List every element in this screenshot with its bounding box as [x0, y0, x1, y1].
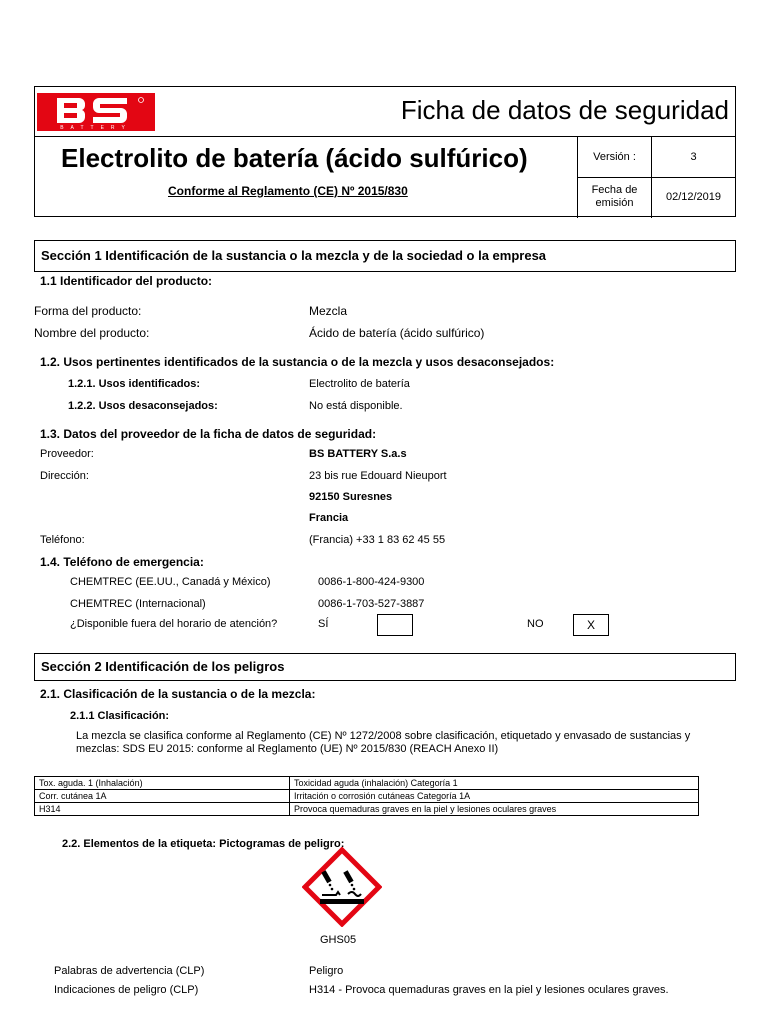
uses-advised-against-label: 1.2.2. Usos desaconsejados:	[68, 400, 218, 412]
product-form-value: Mezcla	[309, 304, 348, 318]
availability-question: ¿Disponible fuera del horario de atención?	[70, 618, 278, 630]
table-row	[35, 777, 699, 790]
version-label: Versión :	[593, 151, 636, 163]
address-line-2: 92150 Suresnes	[309, 491, 393, 503]
yes-checkbox	[377, 614, 413, 636]
signal-word-label: Palabras de advertencia (CLP)	[54, 965, 205, 977]
regulation-line: Conforme al Reglamento (CE) Nº 2015/830	[168, 184, 408, 198]
section-1-heading: Sección 1 Identificación de la sustancia o la mezcla y de la sociedad o la empresa	[34, 240, 736, 272]
subsection-2-1-1: 2.1.1 Clasificación:	[70, 710, 170, 722]
subsection-2-2: 2.2. Elementos de la etiqueta: Pictogramas de peligro:	[62, 838, 345, 850]
product-name-value: Ácido de batería (ácido sulfúrico)	[309, 326, 485, 340]
product-name-label: Nombre del producto:	[34, 326, 150, 340]
document-title: Ficha de datos de seguridad	[400, 95, 729, 125]
signal-word-value: Peligro	[309, 965, 344, 977]
uses-identified-label: 1.2.1. Usos identificados:	[68, 378, 201, 390]
document-header	[34, 86, 736, 217]
chemtrec-us-label: CHEMTREC (EE.UU., Canadá y México)	[70, 576, 271, 588]
table-cell: Toxicidad aguda (inhalación) Categoría 1	[290, 777, 699, 790]
hazard-statement-label: Indicaciones de peligro (CLP)	[54, 984, 199, 996]
no-checkbox: X	[573, 614, 609, 636]
issue-date-value: 02/12/2019	[665, 191, 722, 203]
table-cell: Irritación o corrosión cutáneas Categoría 1A	[290, 790, 699, 803]
uses-advised-against-value: No está disponible.	[309, 400, 403, 412]
corrosion-icon	[302, 847, 382, 927]
product-form-label: Forma del producto:	[34, 304, 142, 318]
address-line-3: Francia	[309, 512, 349, 524]
uses-identified-value: Electrolito de batería	[309, 378, 410, 390]
supplier-label: Proveedor:	[40, 448, 94, 460]
no-label: NO	[527, 618, 544, 630]
table-cell: Provoca quemaduras graves en la piel y lesiones oculares graves	[290, 803, 699, 816]
table-cell: H314	[35, 803, 290, 816]
chemtrec-intl-value: 0086-1-703-527-3887	[318, 598, 425, 610]
subsection-1-1: 1.1 Identificador del producto:	[40, 274, 213, 288]
header-top-row	[35, 87, 735, 137]
chemtrec-us-value: 0086-1-800-424-9300	[318, 576, 425, 588]
version-value: 3	[690, 151, 697, 163]
table-cell: Corr. cutánea 1A	[35, 790, 290, 803]
issue-date-label: Fecha de emisión	[591, 184, 638, 209]
address-line-1: 23 bis rue Edouard Nieuport	[309, 470, 447, 482]
hazard-statement-value: H314 - Provoca quemaduras graves en la piel y lesiones oculares graves.	[309, 984, 669, 996]
table-cell: Tox. aguda. 1 (Inhalación)	[35, 777, 290, 790]
section-2-heading: Sección 2 Identificación de los peligros	[34, 653, 736, 681]
classification-paragraph: La mezcla se clasifica conforme al Reglamento (CE) Nº 1272/2008 sobre clasificación, etiquetado y envasado de sustancias y mezclas: SDS EU 2015: conforme al Reglamento (UE) Nº 2015/830 (REACH Anexo II)	[76, 730, 691, 755]
pictogram-code: GHS05	[320, 934, 357, 946]
yes-label: SÍ	[318, 618, 329, 630]
subsection-1-4: 1.4. Teléfono de emergencia:	[40, 555, 204, 569]
phone-label: Teléfono:	[40, 534, 85, 546]
supplier-value: BS BATTERY S.a.s	[309, 448, 407, 460]
bs-battery-logo	[37, 93, 155, 131]
subsection-1-2: 1.2. Usos pertinentes identificados de la sustancia o de la mezcla y usos desaconsejados:	[40, 355, 555, 369]
address-label: Dirección:	[40, 470, 89, 482]
subsection-2-1: 2.1. Clasificación de la sustancia o de la mezcla:	[40, 687, 316, 701]
logo-subtext: BATTERY	[60, 125, 132, 131]
phone-value: (Francia) +33 1 83 62 45 55	[309, 534, 446, 546]
chemtrec-intl-label: CHEMTREC (Internacional)	[70, 598, 206, 610]
table-row	[35, 803, 699, 816]
classification-table	[34, 776, 699, 816]
subsection-1-3: 1.3. Datos del proveedor de la ficha de datos de seguridad:	[40, 427, 377, 441]
product-title: Electrolito de batería (ácido sulfúrico)	[61, 143, 528, 173]
header-divider	[577, 177, 735, 178]
table-row	[35, 790, 699, 803]
